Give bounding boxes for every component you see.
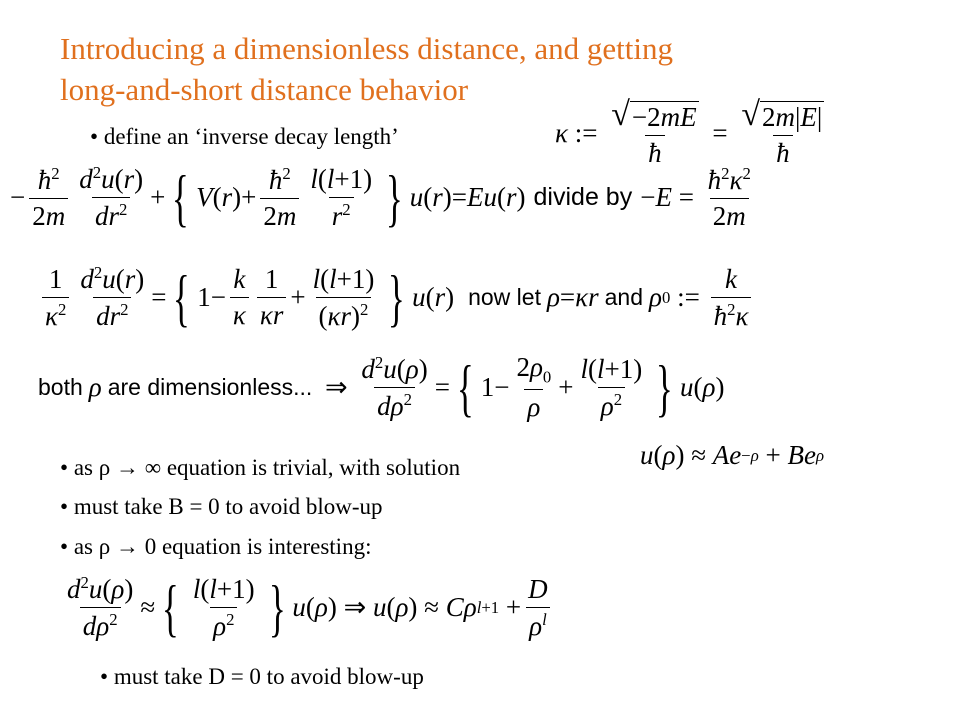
title-line-1: Introducing a dimensionless distance, and getting bbox=[60, 31, 673, 66]
bullet-D: • must take D = 0 to avoid blow-up bbox=[100, 664, 424, 689]
bullet-B: • must take B = 0 to avoid blow-up bbox=[60, 494, 383, 519]
bullet-zero: • as ρ → 0 equation is interesting: bbox=[60, 534, 372, 559]
small-rho-equation: $\frac{d^2u(\rho)}{d\rho^2}$ ≈ { $\frac{l(l+1)}{\rho^2}$ } u ( ρ ) ⇒ u ( ρ ) ≈ Cρ l+1 + $\frac{D}{\rho^l}$ bbox=[60, 573, 555, 642]
bullet-B-text: must take B = 0 to avoid blow-up bbox=[73, 494, 383, 519]
now-let-label: now let bbox=[468, 284, 541, 310]
radial-equation: − $\frac{ħ^2}{2m}$ $\frac{d^2u(r)}{dr^2}$ + { V ( r )+ $\frac{ħ^2}{2m}$ $\frac{l(l+1)}{r^2}$ } u ( r )= Eu ( r ) divide by − E = $\frac{ħ^2\kappa^2}{2m}$ bbox=[10, 161, 751, 233]
bullet-define: • define an ‘inverse decay length’ bbox=[90, 124, 399, 149]
both-label: both bbox=[38, 374, 83, 401]
dimensionless-label: are dimensionless... bbox=[107, 374, 313, 401]
bullet-zero-text: as ρ → 0 equation is interesting: bbox=[73, 534, 372, 559]
bullet-infinity: • as ρ → ∞ equation is trivial, with solution bbox=[60, 455, 461, 480]
bullet-define-text: define an ‘inverse decay length’ bbox=[103, 124, 399, 149]
dimensionless-equation: both ρ are dimensionless... ⇒ $\frac{d^2u(\rho)}{d\rho^2}$ = { 1− $\frac{2\rho_0}{\rho}$ + $\frac{l(l+1)}{\rho^2}$ } u ( ρ ) bbox=[38, 351, 725, 423]
kappa-definition-equation: κ := √ −2mE ħ = √ 2m|E| ħ bbox=[555, 96, 823, 168]
asymptotic-solution-equation: u ( ρ ) ≈ Ae −ρ + Be ρ bbox=[640, 440, 825, 470]
bullet-D-text: must take D = 0 to avoid blow-up bbox=[113, 664, 424, 689]
bullet-infinity-text: as ρ → ∞ equation is trivial, with solution bbox=[73, 455, 461, 480]
divided-equation: $\frac{1}{\kappa^2}$ $\frac{d^2u(r)}{dr^2}$ = { 1− $\frac{k}{\kappa}$ $\frac{1}{\kappa r}$ + $\frac{l(l+1)}{(\kappa r)^2}$ } u ( r ) now let ρ = κr and ρ 0 := $\frac{k}{ħ^2\kappa}$ bbox=[38, 263, 755, 332]
title-line-2: long-and-short distance behavior bbox=[60, 72, 469, 107]
and-label: and bbox=[604, 284, 643, 310]
divide-by-label: divide by bbox=[533, 183, 633, 211]
